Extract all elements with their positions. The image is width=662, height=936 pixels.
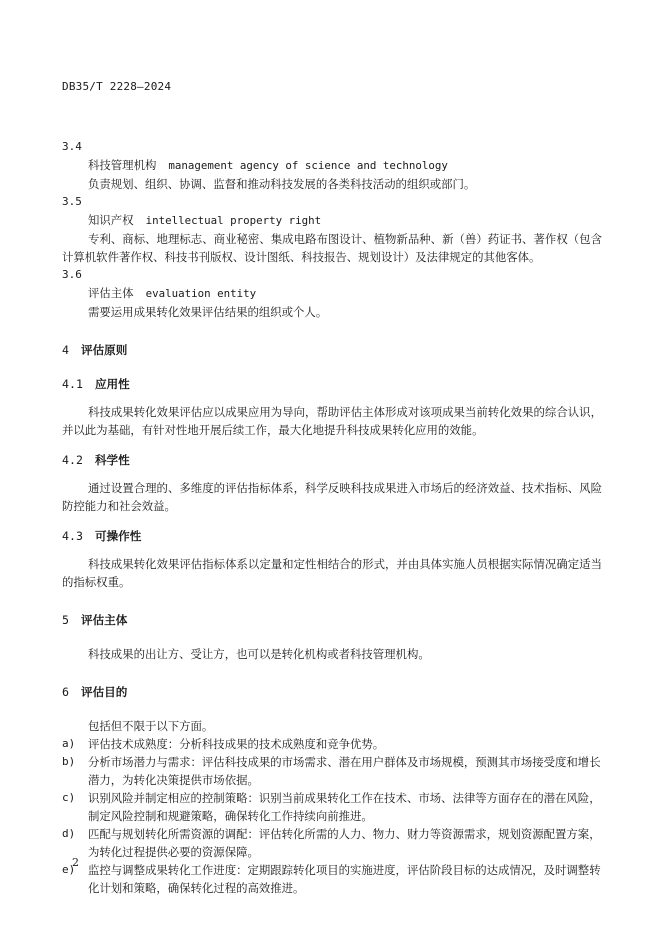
term-title <box>62 284 602 303</box>
subsection-title: 可操作性 <box>94 529 142 543</box>
section-title: 评估主体 <box>80 613 128 627</box>
subsection-heading <box>62 375 602 393</box>
section-number: 4 <box>62 343 69 357</box>
subsection-number: 4.1 <box>62 377 83 391</box>
list-label: d) <box>62 827 76 840</box>
paragraph: 科技成果的出让方、受让方，也可以是转化机构或者科技管理机构。 <box>88 647 430 661</box>
section-title: 评估原则 <box>80 343 128 357</box>
subsection-title: 应用性 <box>94 377 130 391</box>
list-text: 评估技术成熟度：分析科技成果的技术成熟度和竞争优势。 <box>88 737 385 751</box>
term-title <box>62 156 602 175</box>
section-heading <box>62 611 602 629</box>
paragraph: 科技成果转化效果评估指标体系以定量和定性相结合的形式，并由具体实施人员根据实际情况确定适当的指标权重。 <box>62 557 602 589</box>
term-entry <box>62 193 602 266</box>
list-label: c) <box>62 791 76 804</box>
term-en: intellectual property right <box>145 214 322 227</box>
term-en: evaluation entity <box>145 287 257 300</box>
term-definition: 负责规划、组织、协调、监督和推动科技发展的各类科技活动的组织或部门。 <box>88 177 476 191</box>
list-label: b) <box>62 755 76 768</box>
section-number: 6 <box>62 685 69 699</box>
subsection-number: 4.3 <box>62 529 83 543</box>
section-heading <box>62 341 602 359</box>
term-entry <box>62 138 602 193</box>
subsection-heading <box>62 451 602 469</box>
term-number: 3.5 <box>62 195 82 208</box>
list-text: 识别风险并制定相应的控制策略：识别当前成果转化工作在技术、市场、法律等方面存在的潜在风险，制定风险控制和规避策略，确保转化工作持续向前推进。 <box>88 791 601 823</box>
section-heading <box>62 683 602 701</box>
paragraph: 通过设置合理的、多维度的评估指标体系，科学反映科技成果进入市场后的经济效益、技术指标、风险防控能力和社会效益。 <box>62 481 602 513</box>
term-number: 3.6 <box>62 268 82 281</box>
list-text: 监控与调整成果转化工作进度：定期跟踪转化项目的实施进度，评估阶段目标的达成情况，及时调整转化计划和策略，确保转化过程的高效推进。 <box>88 863 601 895</box>
list-item <box>62 735 602 753</box>
list-label: a) <box>62 737 76 750</box>
page-content <box>62 138 602 897</box>
term-zh: 科技管理机构 <box>88 158 157 172</box>
list-item <box>62 753 602 789</box>
page-number: 2 <box>72 856 79 869</box>
list-item <box>62 789 602 825</box>
list-text: 分析市场潜力与需求：评估科技成果的市场需求、潜在用户群体及市场规模，预测其市场接受度和增长潜力，为转化决策提供市场依据。 <box>88 755 601 787</box>
term-entry <box>62 266 602 321</box>
term-zh: 评估主体 <box>88 286 134 300</box>
subsection-title: 科学性 <box>94 453 130 467</box>
section-number: 5 <box>62 613 69 627</box>
list-item <box>62 825 602 861</box>
term-number: 3.4 <box>62 140 82 153</box>
paragraph: 包括但不限于以下方面。 <box>88 719 214 733</box>
subsection-number: 4.2 <box>62 453 83 467</box>
list-text: 匹配与规划转化所需资源的调配：评估转化所需的人力、物力、财力等资源需求，规划资源配置方案，为转化过程提供必要的资源保障。 <box>88 827 601 859</box>
section-title: 评估目的 <box>80 685 128 699</box>
list-item <box>62 861 602 897</box>
list-label: e) <box>62 863 76 876</box>
term-definition: 需要运用成果转化效果评估结果的组织或个人。 <box>88 305 328 319</box>
term-en: management agency of science and technology <box>168 159 448 172</box>
term-zh: 知识产权 <box>88 213 134 227</box>
term-definition: 专利、商标、地理标志、商业秘密、集成电路布图设计、植物新品种、新（兽）药证书、著作权（包含计算机软件著作权、科技书刊版权、设计图纸、科技报告、规划设计）及法律规定的其他客体。 <box>62 232 602 264</box>
term-title <box>62 211 602 230</box>
paragraph: 科技成果转化效果评估应以成果应用为导向，帮助评估主体形成对该项成果当前转化效果的综合认识，并以此为基础，有针对性地开展后续工作，最大化地提升科技成果转化应用的效能。 <box>62 405 602 437</box>
purpose-list <box>62 735 602 897</box>
document-code: DB35/T 2228—2024 <box>62 80 172 93</box>
subsection-heading <box>62 527 602 545</box>
